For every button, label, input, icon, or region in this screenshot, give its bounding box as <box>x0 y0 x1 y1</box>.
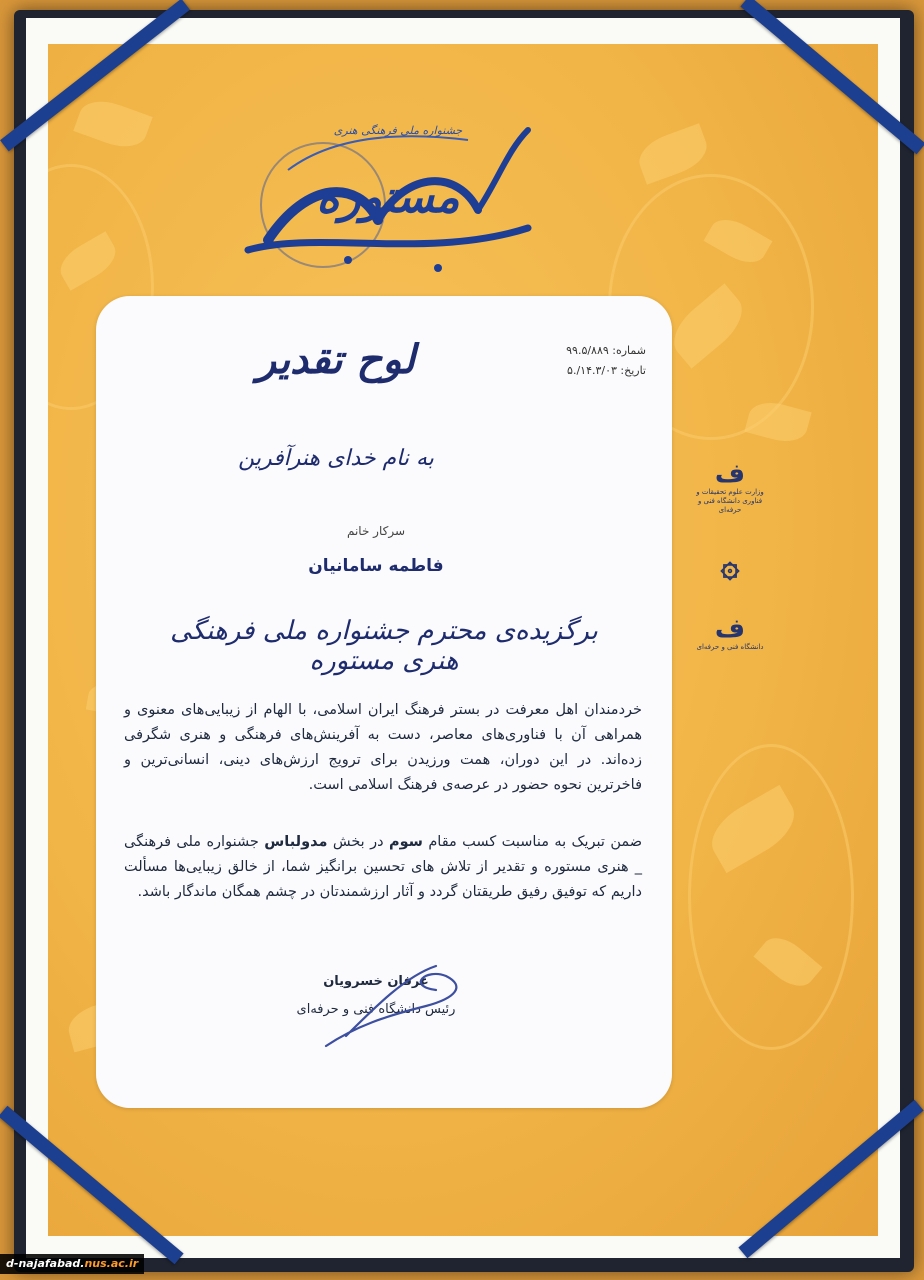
festival-logo-text: مستوره <box>316 172 460 223</box>
source-watermark <box>0 1254 144 1274</box>
certificate-number: شماره: ۹۹.۵/۸۸۹ <box>566 344 646 357</box>
signer-name: عرفان خسرویان <box>323 974 429 989</box>
emblem-logo-icon: ۞ <box>720 546 740 584</box>
university-logo <box>690 615 770 652</box>
emblem-logo <box>690 546 770 584</box>
festival-logo <box>228 110 548 285</box>
paragraph-2-intro: ضمن تبریک به مناسبت کسب مقام <box>428 834 643 850</box>
festival-logo-subtext: جشنواره ملی فرهنگی هنری <box>333 124 463 137</box>
university-logo-icon: ف <box>714 614 746 644</box>
watermark-domain: nus.ac.ir <box>84 1257 139 1270</box>
paragraph-2-section-label: در بخش <box>332 834 384 850</box>
signer-role: رئیس دانشگاه فنی و حرفه‌ای <box>296 1002 456 1017</box>
watermark-prefix: d-najafabad. <box>6 1257 85 1270</box>
side-logos <box>690 460 770 688</box>
paragraph-2-rest: جشنواره ملی فرهنگی _ هنری مستوره و تقدیر از تلاش های تحسین برانگیز شما، از خالق زیبایی‌ها مسألت داریم که توفیق رفیق طریقتان گردد و آثار ارزشمندتان در چشم همگان ماندگار باشد. <box>124 834 642 900</box>
certificate-title: لوح تقدیر <box>256 336 416 383</box>
ministry-logo-icon: ف <box>714 459 746 489</box>
ministry-logo <box>690 460 770 515</box>
certificate-date: تاریخ: ۱۴.۳/۰۳/.۵ <box>567 364 646 377</box>
award-rank: سوم <box>388 834 423 850</box>
salutation: سرکار خانم <box>346 524 406 538</box>
leaf-decoration <box>73 93 152 155</box>
certificate-paragraph-1: خردمندان اهل معرفت در بستر فرهنگ ایران اسلامی، با الهام از زیبایی‌های معنوی و همراهی آن با فناوری‌های معاصر، دست به آفرینش‌های فرهنگی و هنری شگرفی زده‌اند. در این دوران، همت ورزیدن برای ترویج ارزش‌های دینی، انسانی‌ترین و فاخرترین نحوه حضور در عرصه‌ی فرهنگ اسلامی است. <box>124 702 642 793</box>
certificate-card <box>96 296 672 1108</box>
certificate-headline: برگزیده‌ی محترم جشنواره ملی فرهنگی هنری مستوره <box>170 616 598 676</box>
university-logo-caption: دانشگاه فنی و حرفه‌ای <box>696 643 764 651</box>
basmala: به نام خدای هنرآفرین <box>238 446 434 471</box>
vine-decoration <box>688 744 854 1050</box>
certificate-paragraph-2 <box>124 830 642 905</box>
recipient-name: فاطمه سامانیان <box>308 556 444 576</box>
award-section: مدولباس <box>264 834 328 850</box>
ministry-logo-caption: وزارت علوم تحقیقات و فناوری دانشگاه فنی و حرفه‌ای <box>696 488 764 514</box>
signature <box>316 946 486 1056</box>
